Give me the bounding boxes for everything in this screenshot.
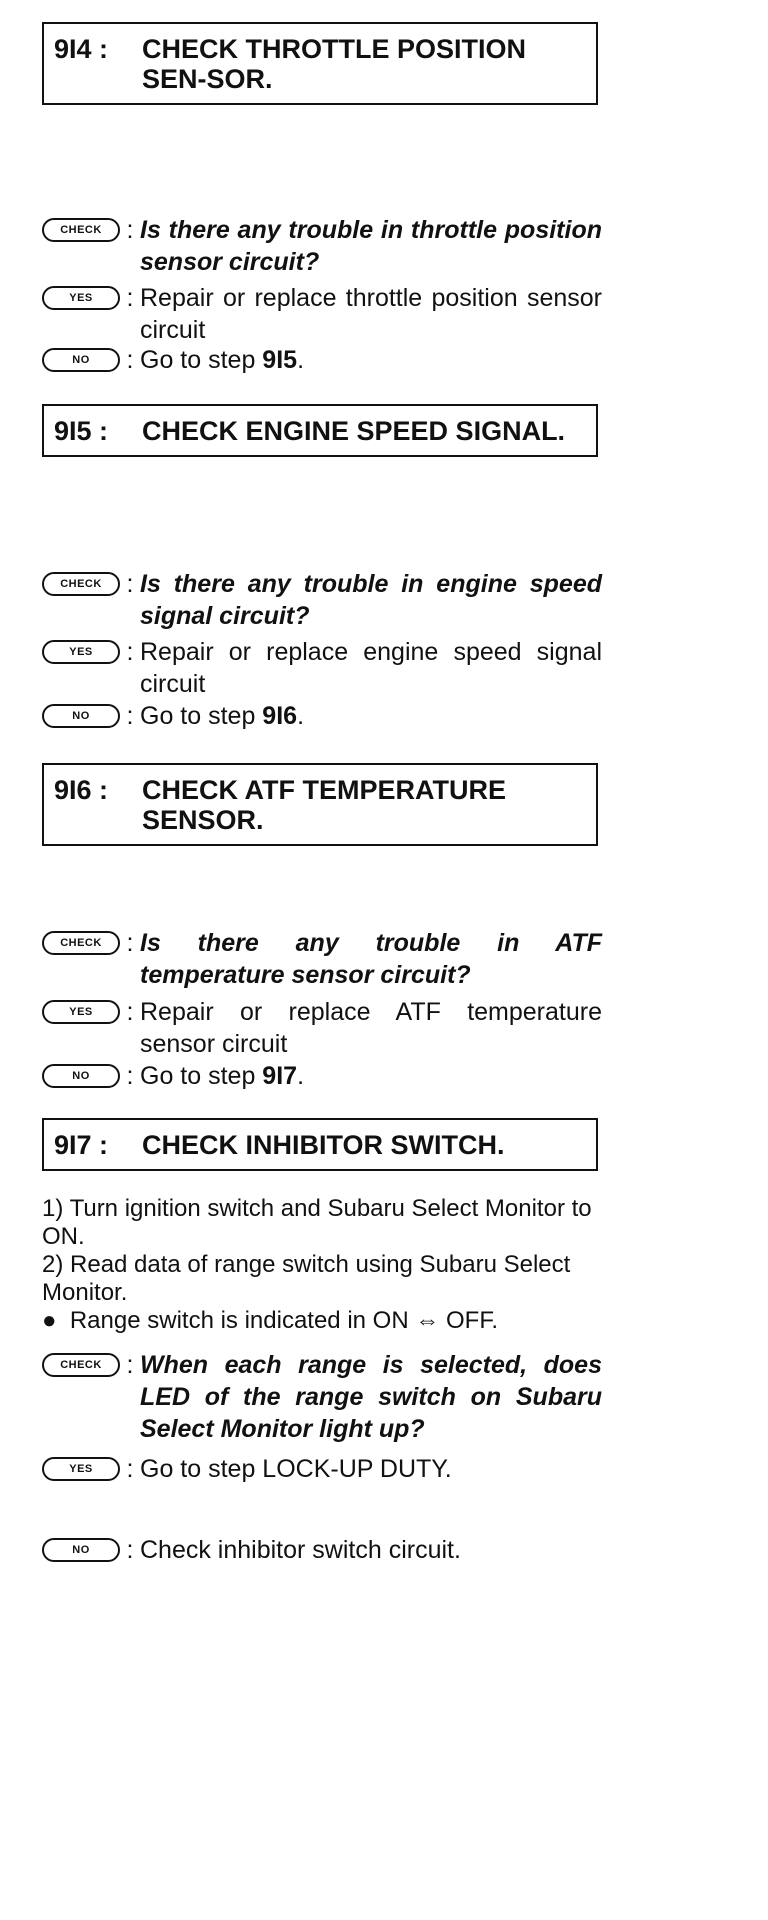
next-step-ref: 9I6 [262, 702, 298, 730]
step-header-9i5 [42, 404, 598, 457]
no-icon: NO [42, 348, 120, 372]
yes-icon: YES [42, 286, 120, 310]
no-action: Go to step 9I5. [140, 346, 305, 374]
yes-row [42, 282, 602, 346]
no-icon: NO [42, 1538, 120, 1562]
step-number: 9I4 : [54, 34, 109, 64]
yes-icon: YES [42, 1457, 120, 1481]
yes-icon: YES [42, 640, 120, 664]
step-number: 9I5 : [54, 416, 109, 446]
yes-action: Repair or replace ATF temperature sensor circuit [140, 998, 602, 1058]
next-step-ref: 9I5 [262, 346, 298, 374]
yes-icon: YES [42, 1000, 120, 1024]
yes-row [42, 636, 602, 700]
no-row [42, 1534, 602, 1566]
step-title: CHECK ATF TEMPERATURE SENSOR. [142, 775, 506, 835]
yes-row [42, 1453, 602, 1485]
check-row [42, 1349, 602, 1445]
no-icon: NO [42, 1064, 120, 1088]
instruction-2: 2) Read data of range switch using Subaru Select Monitor. [42, 1251, 571, 1306]
check-icon: CHECK [42, 931, 120, 955]
colon: : [126, 570, 134, 598]
step-title: CHECK INHIBITOR SWITCH. [142, 1130, 505, 1160]
no-icon: NO [42, 704, 120, 728]
check-icon: CHECK [42, 572, 120, 596]
step-header-9i4 [42, 22, 598, 105]
check-icon: CHECK [42, 1353, 120, 1377]
step-number: 9I6 : [54, 775, 109, 805]
colon: : [126, 216, 134, 244]
bullet-text: Range switch is indicated in ON ⇔ OFF. [69, 1307, 498, 1334]
next-step-ref: 9I7 [262, 1062, 298, 1090]
colon: : [126, 346, 134, 374]
no-row [42, 1060, 602, 1092]
check-row [42, 568, 602, 632]
check-question: Is there any trouble in throttle position sensor circuit? [140, 216, 602, 276]
step-header-9i7 [42, 1118, 598, 1171]
instruction-1: 1) Turn ignition switch and Subaru Select Monitor to ON. [42, 1195, 592, 1250]
colon: : [126, 929, 134, 957]
check-question: When each range is selected, does LED of the range switch on Subaru Select Monitor light up? [140, 1351, 602, 1443]
no-action: Go to step 9I7. [140, 1062, 305, 1090]
colon: : [126, 702, 134, 730]
colon: : [126, 998, 134, 1026]
colon: : [126, 1536, 134, 1564]
colon: : [126, 1351, 134, 1379]
step-header-9i6 [42, 763, 598, 846]
check-question: Is there any trouble in ATF temperature sensor circuit? [140, 929, 602, 989]
no-row [42, 344, 602, 376]
yes-row [42, 996, 602, 1060]
yes-action: Repair or replace throttle position sensor circuit [140, 284, 602, 344]
bullet-note [42, 1307, 602, 1335]
colon: : [126, 284, 134, 312]
colon: : [126, 1062, 134, 1090]
check-icon: CHECK [42, 218, 120, 242]
yes-action: Go to step LOCK-UP DUTY. [140, 1455, 452, 1483]
colon: : [126, 1455, 134, 1483]
check-row [42, 214, 602, 278]
step-title: CHECK THROTTLE POSITION SEN-SOR. [142, 34, 526, 94]
colon: : [126, 638, 134, 666]
bullet-icon: ● [42, 1307, 57, 1334]
check-question: Is there any trouble in engine speed signal circuit? [140, 570, 602, 630]
step-title: CHECK ENGINE SPEED SIGNAL. [142, 416, 566, 446]
yes-action: Repair or replace engine speed signal circuit [140, 638, 602, 698]
check-row [42, 927, 602, 991]
no-action: Check inhibitor switch circuit. [140, 1536, 461, 1564]
no-row [42, 700, 602, 732]
no-action: Go to step 9I6. [140, 702, 305, 730]
step-number: 9I7 : [54, 1130, 109, 1160]
